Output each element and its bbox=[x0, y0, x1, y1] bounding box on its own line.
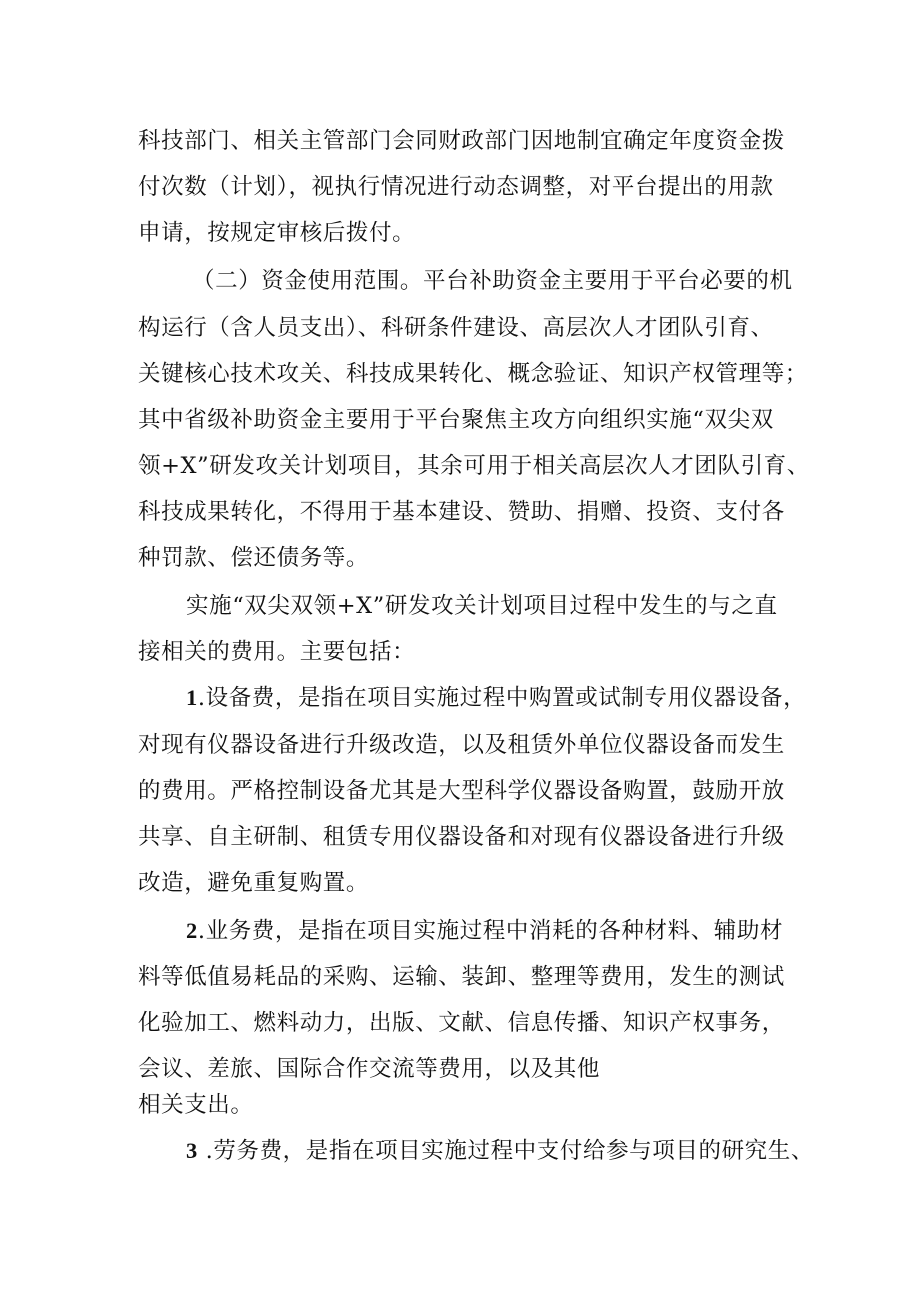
item-2-first-line bbox=[186, 916, 783, 946]
paragraph-2-line-1: （二）资金使用范围。平台补助资金主要用于平台必要的机 bbox=[192, 268, 793, 294]
paragraph-1-line-3: 申请，按规定审核后拨付。 bbox=[138, 220, 416, 246]
item-2-line-5: 相关支出。 bbox=[138, 1092, 254, 1118]
item-1-first-line bbox=[186, 683, 806, 713]
paragraph-2-line-3: 关键核心技术攻关、科技成果转化、概念验证、知识产权管理等； bbox=[138, 361, 808, 387]
paragraph-2-line-5: 领+X”研发攻关计划项目，其余可用于相关高层次人才团队引育、 bbox=[138, 453, 810, 479]
paragraph-1-line-1: 科技部门、相关主管部门会同财政部门因地制宜确定年度资金拨 bbox=[138, 128, 785, 154]
item-2-first-text: .业务费，是指在项目实施过程中消耗的各种材料、辅助材 bbox=[197, 918, 784, 944]
item-2-line-4: 会议、差旅、国际合作交流等费用，以及其他 bbox=[138, 1056, 601, 1082]
item-3-first-text: .劳务费，是指在项目实施过程中支付给参与项目的研究生、 bbox=[197, 1138, 814, 1164]
item-3-first-line bbox=[186, 1136, 814, 1166]
paragraph-2-line-4: 其中省级补助资金主要用于平台聚焦主攻方向组织实施“双尖双 bbox=[138, 407, 774, 433]
item-3-number: 3 bbox=[186, 1138, 198, 1163]
item-2-line-3: 化验加工、燃料动力，出版、文献、信息传播、知识产权事务， bbox=[138, 1010, 785, 1036]
item-2-number: 2 bbox=[186, 918, 198, 943]
item-1-first-text: .设备费，是指在项目实施过程中购置或试制专用仪器设备， bbox=[197, 685, 807, 711]
paragraph-3-line-2: 接相关的费用。主要包括： bbox=[138, 639, 416, 665]
item-1-line-3: 的费用。严格控制设备尤其是大型科学仪器设备购置，鼓励开放 bbox=[138, 778, 785, 804]
item-1-line-5: 改造，避免重复购置。 bbox=[138, 870, 370, 896]
item-1-line-4: 共享、自主研制、租赁专用仪器设备和对现有仪器设备进行升级 bbox=[138, 824, 785, 850]
item-1-line-2: 对现有仪器设备进行升级改造，以及租赁外单位仪器设备而发生 bbox=[138, 732, 785, 758]
paragraph-2-line-7: 种罚款、偿还债务等。 bbox=[138, 545, 370, 571]
paragraph-2-line-6: 科技成果转化，不得用于基本建设、赞助、捐赠、投资、支付各 bbox=[138, 499, 785, 525]
paragraph-1-line-2: 付次数（计划），视执行情况进行动态调整，对平台提出的用款 bbox=[138, 174, 774, 200]
paragraph-2-line-2: 构运行（含人员支出）、科研条件建设、高层次人才团队引育、 bbox=[138, 315, 774, 341]
paragraph-3-line-1: 实施“双尖双领+X”研发攻关计划项目过程中发生的与之直 bbox=[186, 593, 778, 619]
item-1-number: 1 bbox=[186, 685, 198, 710]
item-2-line-2: 料等低值易耗品的采购、运输、装卸、整理等费用，发生的测试 bbox=[138, 964, 785, 990]
